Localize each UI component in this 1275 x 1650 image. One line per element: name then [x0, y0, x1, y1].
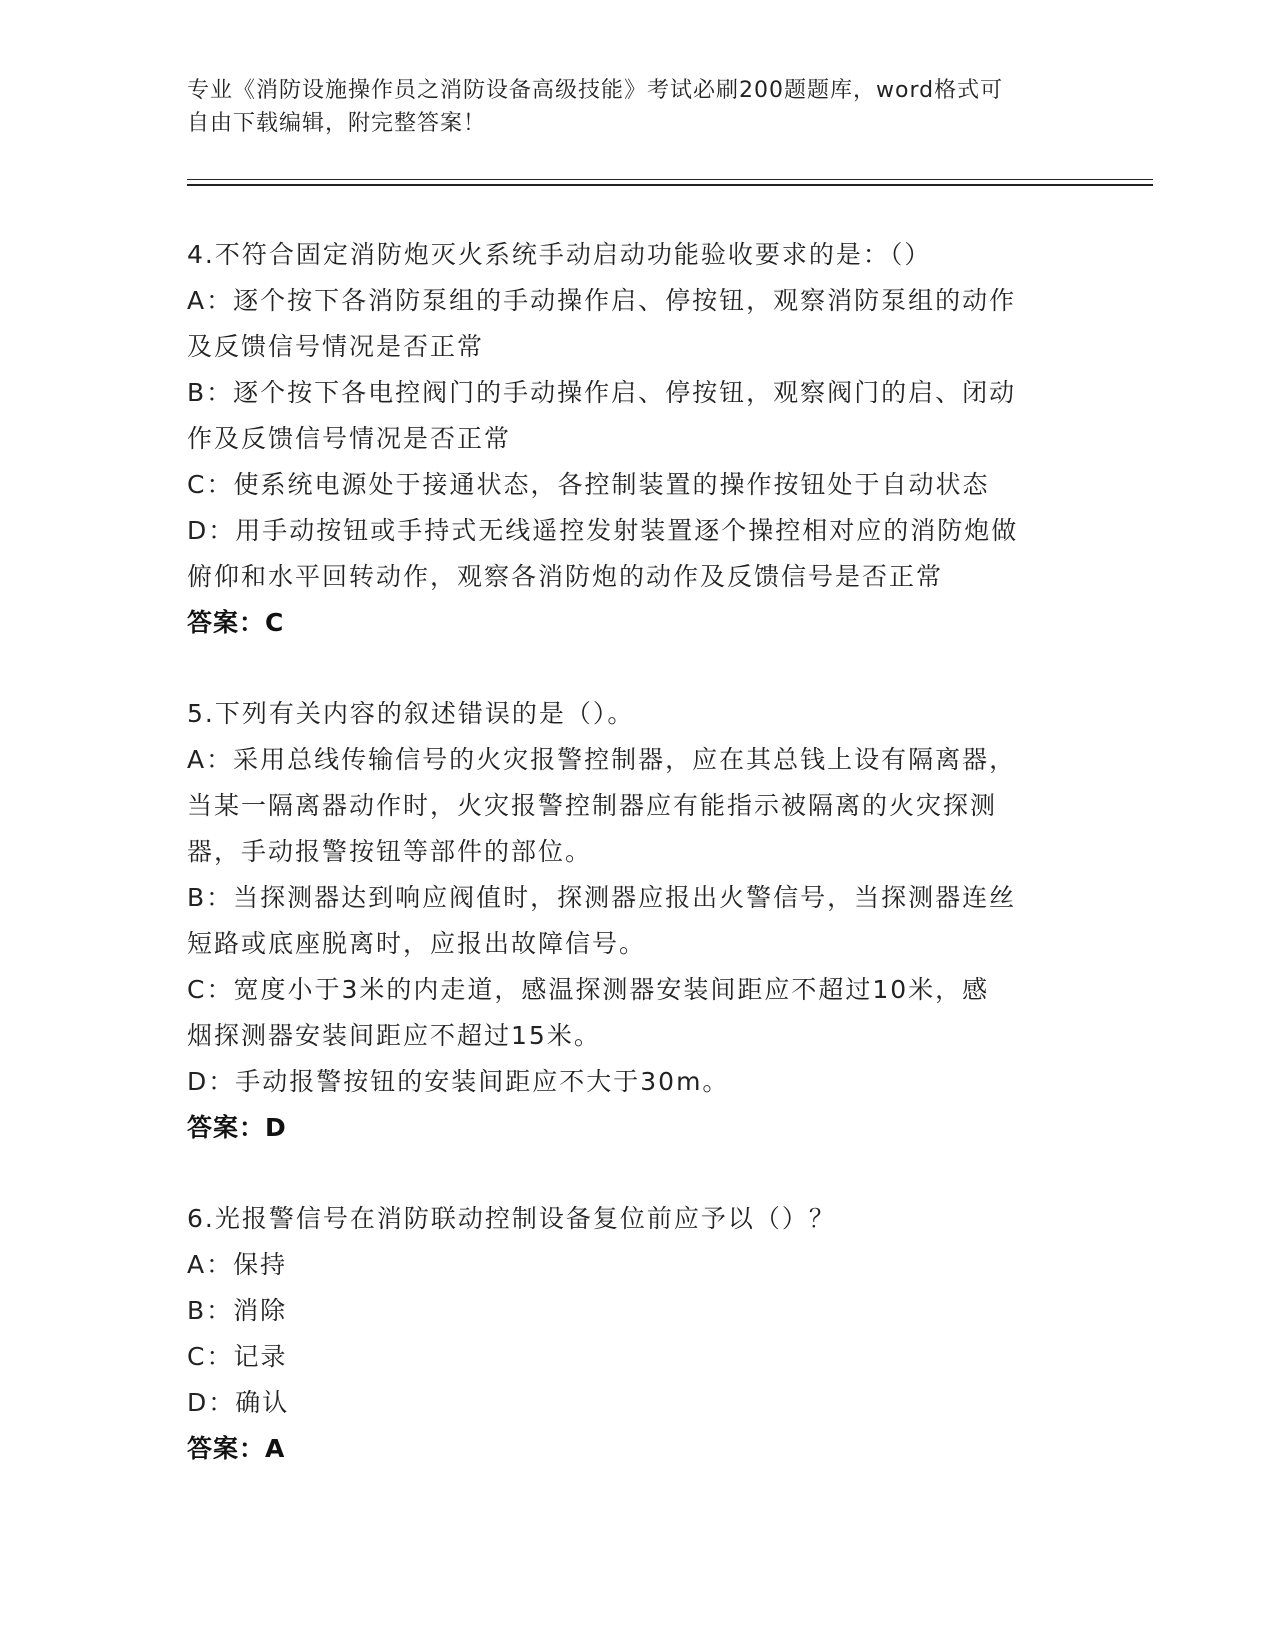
option-line: 短路或底座脱离时，应报出故障信号。	[187, 929, 647, 958]
option-b: B：消除	[187, 1296, 288, 1325]
option-line: A：采用总线传输信号的火灾报警控制器，应在其总钱上设有隔离器，	[187, 745, 1017, 774]
option-line: C：宽度小于3米的内走道，感温探测器安装间距应不超过10米，感	[187, 975, 990, 1004]
option-c	[187, 462, 1087, 508]
option-line: 作及反馈信号情况是否正常	[187, 424, 512, 453]
option-line: B：逐个按下各电控阀门的手动操作启、停按钮，观察阀门的启、闭动	[187, 378, 1017, 407]
option-c: C：记录	[187, 1342, 288, 1371]
option-line: 当某一隔离器动作时，火灾报警控制器应有能指示被隔离的火灾探测	[187, 791, 998, 820]
question-6	[187, 1196, 1087, 1472]
header-line-1: 专业《消防设施操作员之消防设备高级技能》考试必刷200题题库，word格式可	[187, 78, 1004, 103]
question-stem: 6.光报警信号在消防联动控制设备复位前应予以（）？	[187, 1204, 836, 1233]
option-line: 器，手动报警按钮等部件的部位。	[187, 837, 593, 866]
option-line: D：用手动按钮或手持式无线遥控发射装置逐个操控相对应的消防炮做	[187, 516, 1019, 545]
option-a: A：保持	[187, 1250, 288, 1279]
option-d	[187, 1059, 1087, 1105]
option-line: 烟探测器安装间距应不超过15米。	[187, 1021, 601, 1050]
option-line: B：当探测器达到响应阀值时，探测器应报出火警信号，当探测器连丝	[187, 883, 1017, 912]
answer-label: 答案：A	[187, 1434, 286, 1463]
option-line: A：逐个按下各消防泵组的手动操作启、停按钮，观察消防泵组的动作	[187, 286, 1017, 315]
option-line: 俯仰和水平回转动作，观察各消防炮的动作及反馈信号是否正常	[187, 562, 944, 591]
option-line: 及反馈信号情况是否正常	[187, 332, 485, 361]
option-line: D：手动报警按钮的安装间距应不大于30m。	[187, 1067, 730, 1096]
option-d: D：确认	[187, 1388, 290, 1417]
option-b	[187, 875, 1087, 967]
question-4	[187, 232, 1087, 646]
question-list	[187, 232, 1087, 1517]
header-divider-thick	[187, 184, 1153, 186]
header-line-2: 自由下载编辑，附完整答案！	[187, 111, 487, 136]
option-a	[187, 278, 1087, 370]
document-header	[187, 74, 1087, 140]
question-stem: 5.下列有关内容的叙述错误的是（）。	[187, 699, 635, 728]
header-divider-thin	[187, 179, 1153, 180]
question-5	[187, 691, 1087, 1151]
option-d	[187, 508, 1087, 600]
answer-label: 答案：D	[187, 1113, 287, 1142]
answer-label: 答案：C	[187, 608, 285, 637]
question-stem: 4.不符合固定消防炮灭火系统手动启动功能验收要求的是：（）	[187, 240, 932, 269]
option-a	[187, 737, 1087, 875]
option-c	[187, 967, 1087, 1059]
option-line: C：使系统电源处于接通状态，各控制装置的操作按钮处于自动状态	[187, 470, 990, 499]
option-b	[187, 370, 1087, 462]
